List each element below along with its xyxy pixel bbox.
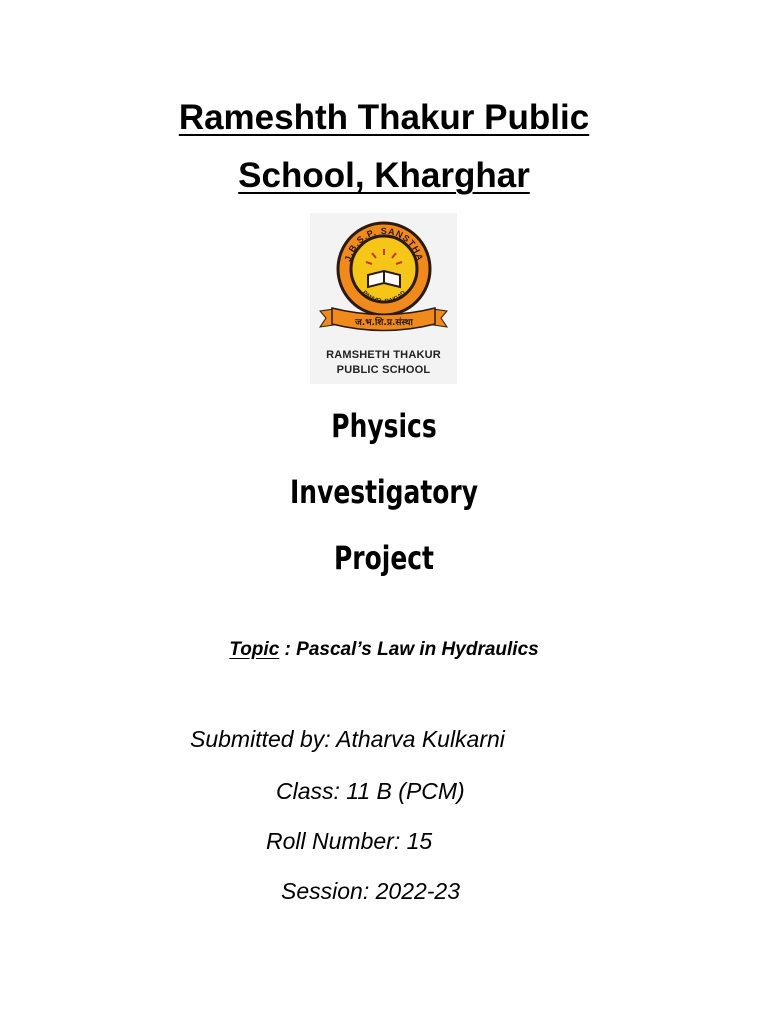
emblem-inner-ring [351,236,417,302]
class-info: Class: 11 B (PCM) [276,778,465,804]
project-type: Investigatory [290,473,478,511]
roll-number: Roll Number: 15 [266,828,433,854]
school-name-line-2: School, Kharghar [238,156,530,195]
topic-value: Pascal’s Law in Hydraulics [296,639,539,660]
session-info: Session: 2022-23 [281,878,461,904]
banner-text: ज.भ.शि.प्र.संस्था [355,318,413,328]
school-name-line-1: Rameshth Thakur Public [178,98,590,137]
topic-separator: : [279,639,297,660]
topic-label: Topic [229,639,280,660]
topic-line [0,640,768,659]
emblem-arc-subtext: PANVEL.RAIGAD [360,290,408,306]
project-subject: Physics [331,407,437,445]
submitted-by: Submitted by: Atharva Kulkarni [190,726,505,752]
school-logo [310,213,457,384]
logo-caption-line-2: PUBLIC SCHOOL [336,364,431,376]
emblem-icon [310,213,457,341]
project-word: Project [334,539,434,577]
logo-caption-line-1: RAMSHETH THAKUR [326,349,441,361]
emblem-arc-text: J.B.S.P. SANSTHA [342,225,426,263]
